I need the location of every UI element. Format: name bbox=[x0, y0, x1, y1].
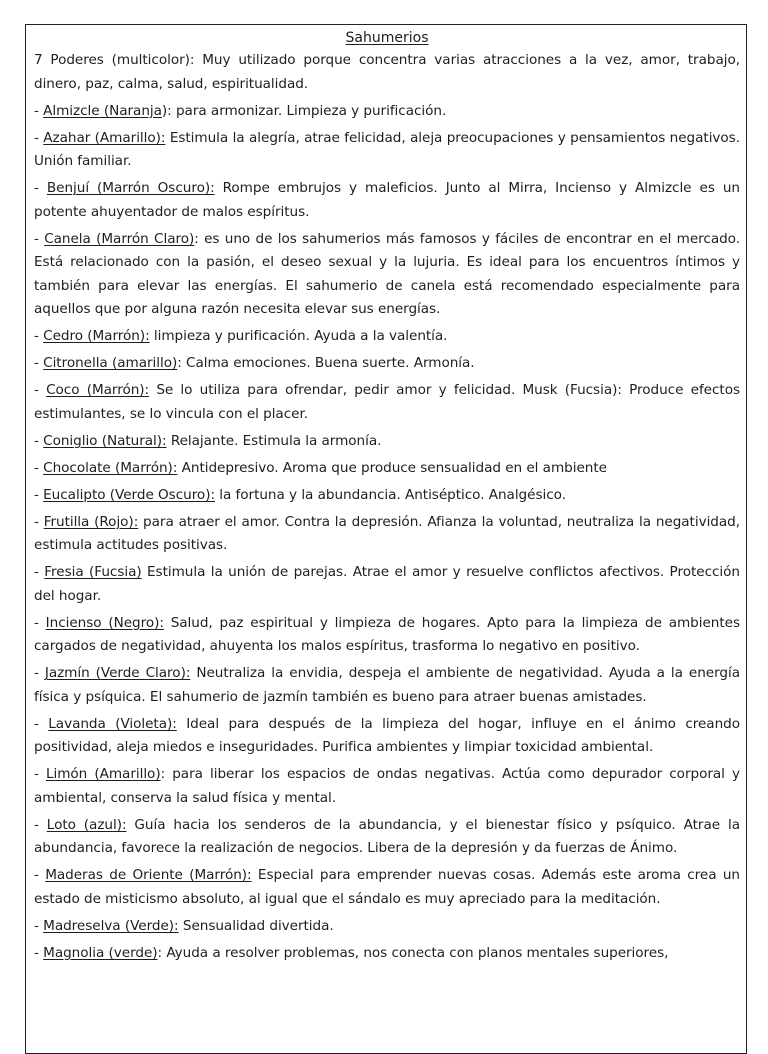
entry-prefix: - bbox=[34, 665, 45, 681]
entry-description: Ideal para después de la limpieza del hogar, influye en el ánimo creando positividad, aleja miedos e inseguridades. Purifica ambientes y limpiar toxicidad ambiental. bbox=[34, 715, 740, 755]
entry-name: Benjuí (Marrón Oscuro): bbox=[46, 180, 215, 196]
entry-prefix: - bbox=[34, 230, 45, 247]
entry-name: Canela (Marrón Claro) bbox=[44, 230, 195, 247]
entry-paragraph bbox=[34, 814, 740, 861]
entry-description: : para liberar los espacios de ondas negativas. Actúa como depurador corporal y ambiental, conserva la salud física y mental. bbox=[34, 766, 740, 806]
entry-prefix: - bbox=[34, 432, 44, 449]
entry-name: Madreselva (Verde): bbox=[43, 917, 179, 934]
entry-paragraph bbox=[34, 127, 740, 174]
entry-description: la fortuna y la abundancia. Antiséptico. Analgésico. bbox=[215, 486, 566, 503]
entry-name: Magnolia (verde) bbox=[43, 944, 158, 961]
entry-name: Fresia (Fucsia) bbox=[44, 564, 142, 580]
entry-description: Salud, paz espiritual y limpieza de hogares. Apto para la limpieza de ambientes cargados de negatividad, ahuyenta los malos espíritus, trasforma lo negativo en positivo. bbox=[34, 614, 740, 654]
entry-prefix: - bbox=[34, 102, 44, 119]
entry-paragraph bbox=[34, 457, 740, 481]
entry-name: Lavanda (Violeta): bbox=[48, 715, 177, 732]
entry-paragraph bbox=[34, 484, 740, 508]
entry-description: Especial para emprender nuevas cosas. Además este aroma crea un estado de misticismo absoluto, al igual que el sándalo es muy apreciado para la meditación. bbox=[34, 867, 740, 907]
entry-paragraph bbox=[34, 430, 740, 454]
entry-paragraph bbox=[34, 561, 740, 608]
entry-paragraph bbox=[34, 177, 740, 224]
entry-name: Azahar (Amarillo): bbox=[43, 129, 166, 146]
entry-prefix: - bbox=[34, 715, 49, 732]
entry-paragraph bbox=[34, 763, 740, 810]
entry-name: Citronella (amarillo) bbox=[43, 355, 178, 371]
entry-paragraph bbox=[34, 864, 740, 911]
entry-paragraph bbox=[34, 228, 740, 322]
entry-prefix: - bbox=[34, 917, 44, 934]
entry-name: Chocolate (Marrón): bbox=[43, 459, 178, 476]
document-page bbox=[25, 24, 747, 1054]
entry-description: : es uno de los sahumerios más famosos y fáciles de encontrar en el mercado. Está relacionado con la pasión, el deseo sexual y la lujuria. Es ideal para los encuentros íntimos y también para elevar las energías. El sahumerio de canela está recomendado especialmente para aquellos que por alguna razón necesita elevar sus energías. bbox=[34, 230, 740, 317]
entry-description: : Calma emociones. Buena suerte. Armonía. bbox=[177, 355, 475, 371]
entry-prefix: - bbox=[34, 355, 44, 371]
entry-description: Relajante. Estimula la armonía. bbox=[166, 432, 382, 449]
entry-name: Jazmín (Verde Claro): bbox=[44, 665, 191, 681]
document-title bbox=[34, 28, 740, 48]
entry-paragraph bbox=[34, 325, 740, 349]
entry-name: Coco (Marrón): bbox=[46, 382, 150, 398]
entry-prefix: - bbox=[34, 180, 47, 196]
entry-name: Incienso (Negro): bbox=[45, 614, 164, 631]
entry-prefix: - bbox=[34, 867, 46, 883]
entry-paragraph bbox=[34, 352, 740, 376]
entry-description: : Ayuda a resolver problemas, nos conecta con planos mentales superiores, bbox=[157, 944, 669, 961]
entry-prefix: - bbox=[34, 816, 47, 833]
entry-name: Loto (azul): bbox=[46, 816, 127, 833]
entry-paragraph bbox=[34, 612, 740, 659]
entry-description: Estimula la unión de parejas. Atrae el amor y resuelve conflictos afectivos. Protección del hogar. bbox=[34, 564, 740, 604]
entry-prefix: - bbox=[34, 328, 44, 344]
entry-name: Maderas de Oriente (Marrón): bbox=[45, 867, 252, 883]
entry-description: Guía hacia los senderos de la abundancia, y el bienestar físico y psíquico. Atrae la abundancia, favorece la realización de negocios. Libera de la depresión y da fuerzas de Ánimo. bbox=[34, 816, 740, 856]
entry-paragraph bbox=[34, 100, 740, 124]
entry-prefix: - bbox=[34, 459, 44, 476]
entry-description: limpieza y purificación. Ayuda a la valentía. bbox=[149, 328, 448, 344]
entry-prefix: - bbox=[34, 766, 46, 782]
entry-name: Cedro (Marrón): bbox=[43, 328, 150, 344]
title-text: Sahumerios bbox=[345, 30, 429, 46]
entry-description: Se lo utiliza para ofrendar, pedir amor y felicidad. Musk (Fucsia): Produce efectos estimulantes, se lo vincula con el placer. bbox=[34, 382, 740, 422]
entry-paragraph bbox=[34, 379, 740, 426]
entry-name: Almizcle (Naranja bbox=[43, 102, 162, 119]
entry-name: Limón (Amarillo) bbox=[45, 766, 161, 782]
entry-paragraph bbox=[34, 49, 740, 96]
entry-prefix: - bbox=[34, 944, 44, 961]
entry-name: Eucalipto (Verde Oscuro): bbox=[43, 486, 215, 503]
entry-paragraph bbox=[34, 662, 740, 709]
entry-paragraph bbox=[34, 713, 740, 760]
entry-description: 7 Poderes (multicolor): Muy utilizado porque concentra varias atracciones a la vez, amor, trabajo, dinero, paz, calma, salud, espiritualidad. bbox=[34, 52, 740, 92]
entry-description: Antidepresivo. Aroma que produce sensualidad en el ambiente bbox=[177, 459, 607, 476]
entry-prefix: - bbox=[34, 614, 46, 631]
entry-paragraph bbox=[34, 915, 740, 939]
entry-name: Frutilla (Rojo): bbox=[43, 513, 139, 530]
entry-list bbox=[34, 49, 740, 965]
entry-prefix: - bbox=[34, 486, 44, 503]
entry-description: Sensualidad divertida. bbox=[178, 917, 334, 934]
entry-description: ): para armonizar. Limpieza y purificación. bbox=[161, 102, 447, 119]
entry-prefix: - bbox=[34, 513, 44, 530]
entry-prefix: - bbox=[34, 382, 47, 398]
entry-description: Rompe embrujos y maleficios. Junto al Mirra, Incienso y Almizcle es un potente ahuyentador de malos espíritus. bbox=[34, 180, 740, 220]
entry-prefix: - bbox=[34, 129, 44, 146]
entry-description: para atraer el amor. Contra la depresión. Afianza la voluntad, neutraliza la negatividad, estimula actitudes positivas. bbox=[34, 513, 740, 553]
entry-name: Coniglio (Natural): bbox=[43, 432, 167, 449]
entry-paragraph bbox=[34, 942, 740, 966]
entry-prefix: - bbox=[34, 564, 45, 580]
entry-description: Neutraliza la envidia, despeja el ambiente de negatividad. Ayuda a la energía física y psíquica. El sahumerio de jazmín también es bueno para atraer buenas amistades. bbox=[34, 665, 740, 705]
entry-paragraph bbox=[34, 511, 740, 558]
entry-description: Estimula la alegría, atrae felicidad, aleja preocupaciones y pensamientos negativos. Unión familiar. bbox=[34, 129, 740, 169]
